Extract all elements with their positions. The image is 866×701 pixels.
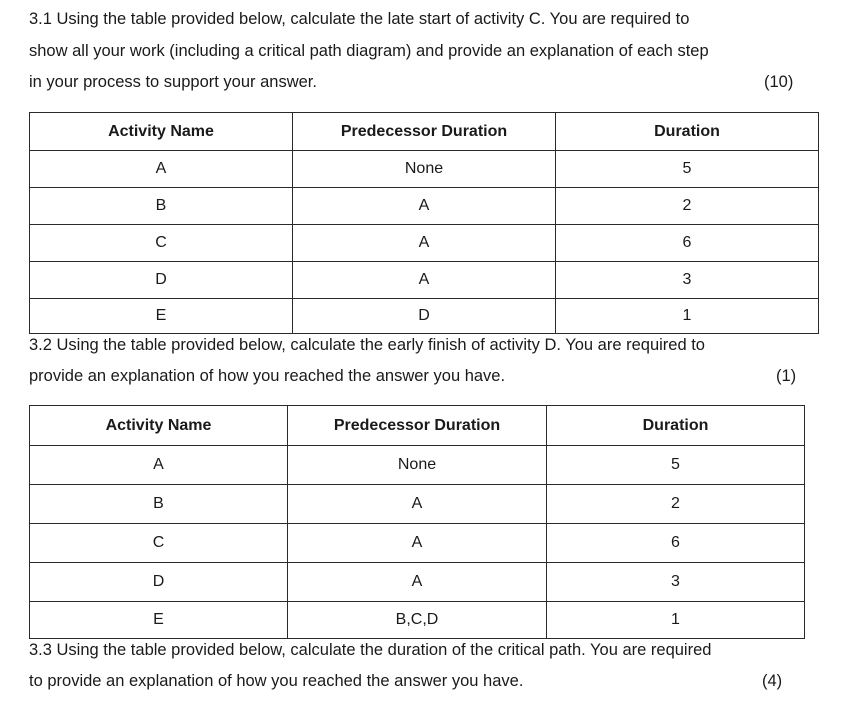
cell-activity: E: [30, 602, 288, 639]
table-row: [30, 485, 805, 524]
question-3-3-marks: (4): [762, 672, 783, 690]
cell-duration: 3: [556, 262, 819, 299]
cell-activity: C: [30, 225, 293, 262]
table-3-2: [29, 405, 805, 639]
header-duration: Duration: [547, 406, 805, 446]
table-3-1: [29, 112, 819, 334]
cell-duration: 2: [547, 485, 805, 524]
table-header-row: [30, 113, 819, 151]
cell-predecessor: A: [293, 262, 556, 299]
cell-activity: C: [30, 524, 288, 563]
cell-duration: 5: [556, 151, 819, 188]
table-row: [30, 299, 819, 334]
cell-predecessor: D: [293, 299, 556, 334]
cell-duration: 2: [556, 188, 819, 225]
question-3-1-marks: (10): [764, 73, 794, 91]
cell-predecessor: B,C,D: [288, 602, 547, 639]
cell-activity: E: [30, 299, 293, 334]
question-3-1-line-2: show all your work (including a critical path diagram) and provide an explanation of each step: [29, 42, 709, 60]
cell-predecessor: A: [288, 524, 547, 563]
question-3-2-line-2: provide an explanation of how you reached the answer you have.: [29, 367, 506, 385]
cell-duration: 1: [556, 299, 819, 334]
question-3-1-line-3: in your process to support your answer.: [29, 73, 317, 91]
cell-duration: 3: [547, 563, 805, 602]
cell-duration: 1: [547, 602, 805, 639]
header-duration: Duration: [556, 113, 819, 151]
header-predecessor: Predecessor Duration: [293, 113, 556, 151]
cell-predecessor: A: [288, 563, 547, 602]
table-row: [30, 225, 819, 262]
cell-duration: 6: [556, 225, 819, 262]
cell-predecessor: A: [293, 225, 556, 262]
table-header-row: [30, 406, 805, 446]
cell-activity: B: [30, 485, 288, 524]
question-3-2-line-1: 3.2 Using the table provided below, calculate the early finish of activity D. You are required to: [29, 336, 705, 354]
question-3-3-line-2: to provide an explanation of how you reached the answer you have.: [29, 672, 524, 690]
table-row: [30, 524, 805, 563]
cell-activity: A: [30, 151, 293, 188]
table-row: [30, 151, 819, 188]
cell-activity: D: [30, 262, 293, 299]
cell-duration: 5: [547, 446, 805, 485]
cell-duration: 6: [547, 524, 805, 563]
header-activity-name: Activity Name: [30, 406, 288, 446]
table-row: [30, 446, 805, 485]
table-row: [30, 563, 805, 602]
table-row: [30, 262, 819, 299]
question-3-2-marks: (1): [776, 367, 797, 385]
question-3-1-line-1: 3.1 Using the table provided below, calculate the late start of activity C. You are required to: [29, 10, 690, 28]
header-predecessor: Predecessor Duration: [288, 406, 547, 446]
table-row: [30, 188, 819, 225]
question-3-3-line-1: 3.3 Using the table provided below, calculate the duration of the critical path. You are required: [29, 641, 712, 659]
header-activity-name: Activity Name: [30, 113, 293, 151]
cell-predecessor: None: [288, 446, 547, 485]
cell-activity: D: [30, 563, 288, 602]
cell-predecessor: A: [288, 485, 547, 524]
cell-predecessor: None: [293, 151, 556, 188]
cell-activity: B: [30, 188, 293, 225]
table-row: [30, 602, 805, 639]
cell-predecessor: A: [293, 188, 556, 225]
cell-activity: A: [30, 446, 288, 485]
